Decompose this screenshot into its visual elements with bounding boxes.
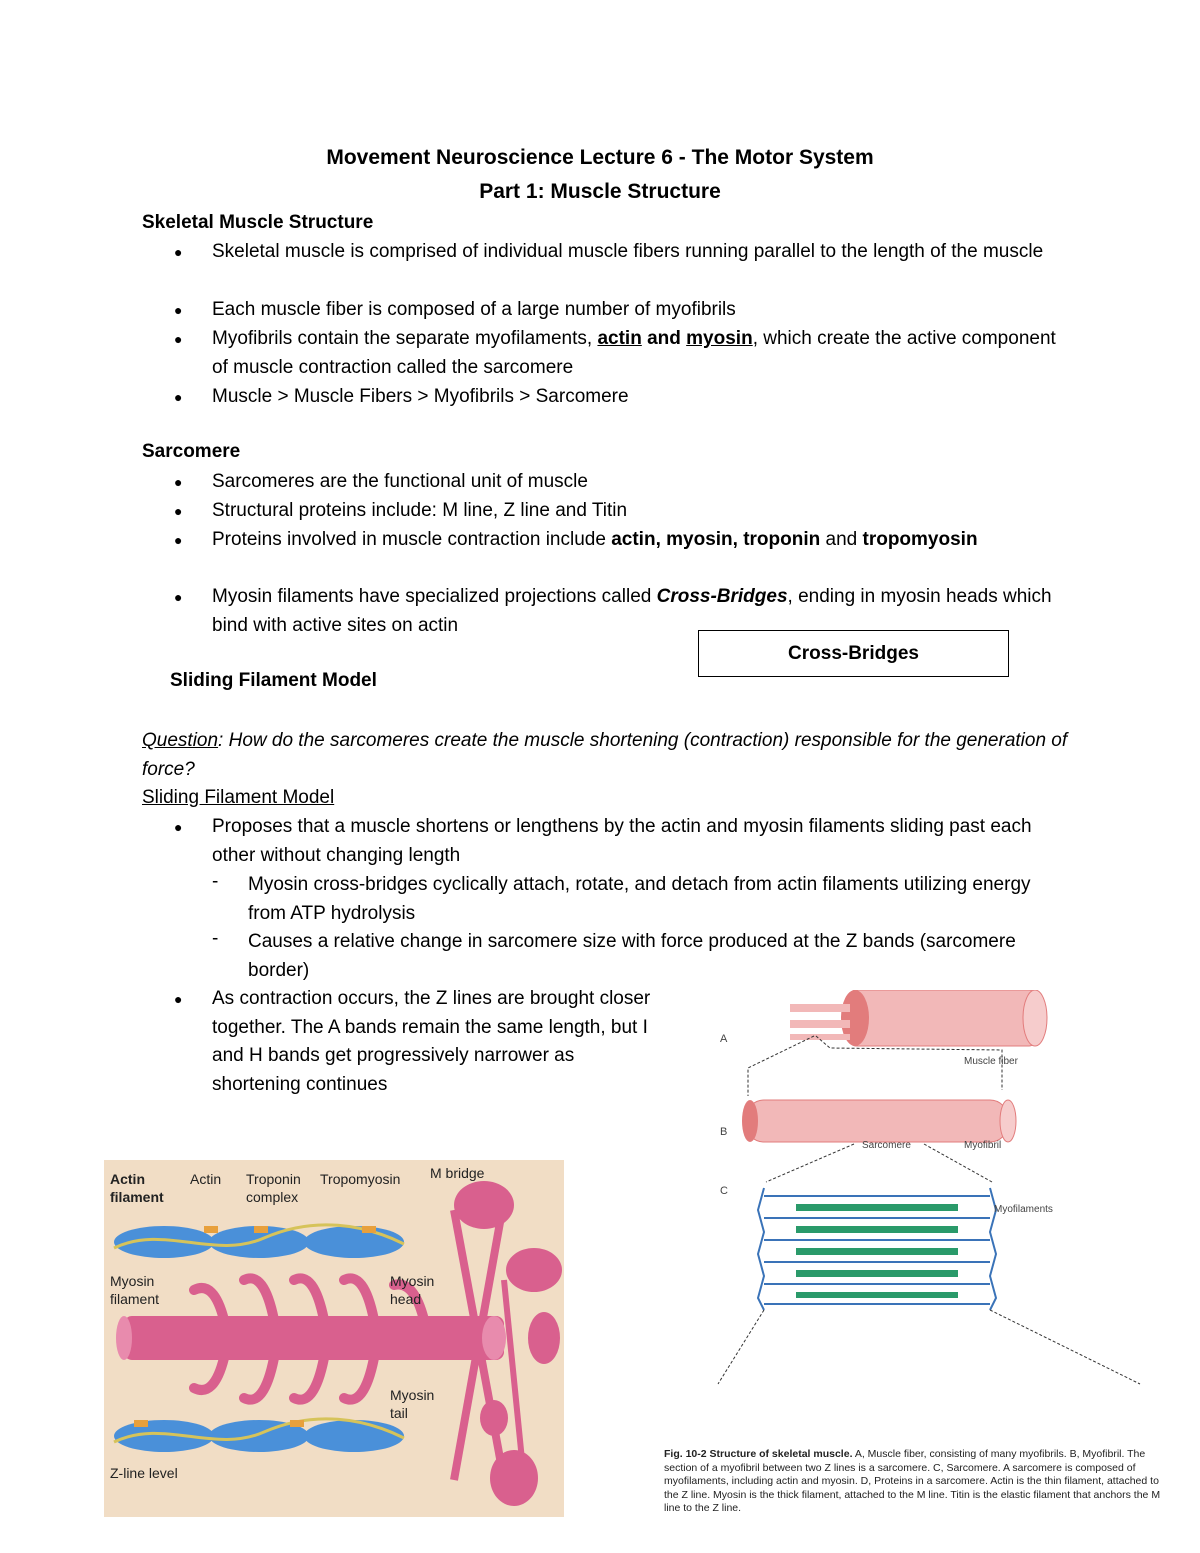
fig1-label-actin-filament-1: Actin — [110, 1171, 145, 1187]
fig1-label-troponin-2: complex — [246, 1189, 299, 1205]
dash-icon: - — [212, 871, 219, 892]
list-item: As contraction occurs, the Z lines are brought closer together. The A bands remain the same length, but I and H bands get progressively narrower as shortening continues — [212, 988, 651, 1095]
fig2-label-a: A — [720, 1033, 728, 1045]
fig2-label-c: C — [720, 1185, 728, 1197]
muscle-fiber-drawing — [790, 990, 1047, 1046]
fig1-label-tropomyosin: Tropomyosin — [320, 1171, 401, 1187]
list-item — [212, 526, 1072, 555]
bullet-icon: ● — [174, 532, 183, 548]
section-heading-sarcomere: Sarcomere — [142, 441, 241, 462]
fig1-label-m-bridge: M bridge — [430, 1165, 485, 1181]
fig1-label-myosin-head-1: Myosin — [390, 1273, 435, 1289]
fig1-label-myosin-filament-2: filament — [110, 1291, 160, 1307]
bullet-icon: ● — [174, 302, 183, 318]
question-text: : How do the sarcomeres create the muscle shortening (contraction) responsible for the generation of force? — [142, 730, 1068, 780]
fig1-label-troponin-1: Troponin — [246, 1171, 301, 1187]
bullet-icon: ● — [174, 589, 183, 605]
list-item: Each muscle fiber is composed of a large number of myofibrils — [212, 299, 736, 320]
list-item: Sarcomeres are the functional unit of muscle — [212, 471, 588, 492]
fig1-label-myosin-tail-2: tail — [390, 1405, 408, 1421]
sliding-filament-subheading: Sliding Filament Model — [142, 787, 335, 808]
actin-filament-bottom — [114, 1419, 404, 1452]
fig2-label-myofilaments: Myofilaments — [994, 1204, 1053, 1215]
fig2-label-muscle-fiber: Muscle fiber — [964, 1056, 1018, 1067]
fig1-label-myosin-filament-1: Myosin — [110, 1273, 155, 1289]
text-run: tropomyosin — [862, 529, 978, 550]
fig1-label-actin: Actin — [190, 1171, 222, 1187]
cross-bridges-box: Cross-Bridges — [698, 630, 1009, 677]
list-item: Proposes that a muscle shortens or lengthens by the actin and myosin filaments sliding past each other without changing length — [212, 816, 1032, 866]
text-run: Myofibrils contain the separate myofilaments, — [212, 328, 598, 349]
myosin-filament — [116, 1278, 504, 1399]
bullet-icon: ● — [174, 244, 183, 260]
bullet-icon: ● — [174, 503, 183, 519]
fig1-label-z-line-level: Z-line level — [110, 1465, 178, 1481]
skeletal-muscle-figure — [640, 990, 1180, 1430]
fig2-label-myofibril: Myofibril — [964, 1140, 1002, 1151]
text-run: Myosin filaments have specialized projections called — [212, 586, 657, 607]
actin-filament-top — [114, 1225, 404, 1258]
bullet-icon: ● — [174, 819, 183, 835]
myofibril-drawing — [742, 1100, 1016, 1142]
caption-title: Fig. 10-2 Structure of skeletal muscle. — [664, 1448, 853, 1460]
list-item — [212, 325, 1072, 382]
document-subtitle: Part 1: Muscle Structure — [479, 180, 721, 203]
cross-bridge-illustration — [104, 1160, 564, 1517]
list-item: Skeletal muscle is comprised of individual muscle fibers running parallel to the length of the muscle — [212, 241, 1044, 262]
fig1-label-myosin-head-2: head — [390, 1291, 422, 1307]
document-title: Movement Neuroscience Lecture 6 - The Motor System — [326, 146, 874, 169]
bullet-icon: ● — [174, 991, 183, 1007]
sub-list-item: Myosin cross-bridges cyclically attach, rotate, and detach from actin filaments utilizing energy from ATP hydrolysis — [248, 874, 1031, 924]
dash-icon: - — [212, 928, 219, 949]
cross-bridge-figure — [104, 1160, 564, 1517]
text-run: actin, myosin, troponin — [611, 529, 821, 550]
bullet-icon: ● — [174, 474, 183, 490]
list-item: Structural proteins include: M line, Z line and Titin — [212, 500, 628, 521]
caption-text: A, Muscle fiber, consisting of many myofibrils. B, Myofibril. The section of a myofibril between two Z lines is a sarcomere. C, Sarcomere. A sarcomere is composed of myofilaments, including actin and myosin. D, Proteins in a sarcomere. Actin is the thin filament, attached to the Z line. Myosin is the thick filament, attached to the M line. Titin is the elastic filament that anchors the M line to the Z line. — [664, 1448, 1161, 1514]
text-run: Proteins involved in muscle contraction include — [212, 529, 612, 550]
fig2-label-b: B — [720, 1126, 728, 1138]
text-run: and — [820, 529, 863, 550]
text-run: , ending in myosin heads which bind with active sites on actin — [212, 586, 1052, 636]
sarcomere-drawing — [758, 1188, 996, 1310]
text-run: , which create the active component of muscle contraction called the sarcomere — [212, 328, 1056, 378]
skeletal-muscle-diagram — [640, 990, 1180, 1430]
text-run: and — [641, 328, 687, 349]
term-cross-bridges: Cross-Bridges — [656, 586, 788, 607]
section-heading-skeletal: Skeletal Muscle Structure — [142, 212, 374, 233]
bullet-icon: ● — [174, 389, 183, 405]
sub-list-item: Causes a relative change in sarcomere size with force produced at the Z bands (sarcomere border) — [248, 931, 1016, 981]
question — [142, 727, 1082, 784]
fig1-label-actin-filament-2: filament — [110, 1189, 164, 1205]
sliding-filament-heading: Sliding Filament Model — [170, 670, 377, 691]
fig1-label-myosin-tail-1: Myosin — [390, 1387, 435, 1403]
fig2-label-sarcomere: Sarcomere — [862, 1140, 911, 1151]
term-myosin: myosin — [686, 328, 753, 349]
question-label: Question — [142, 730, 219, 751]
list-item: Muscle > Muscle Fibers > Myofibrils > Sarcomere — [212, 386, 629, 407]
bullet-icon: ● — [174, 331, 183, 347]
term-actin: actin — [597, 328, 642, 349]
figure-caption — [664, 1448, 1164, 1516]
